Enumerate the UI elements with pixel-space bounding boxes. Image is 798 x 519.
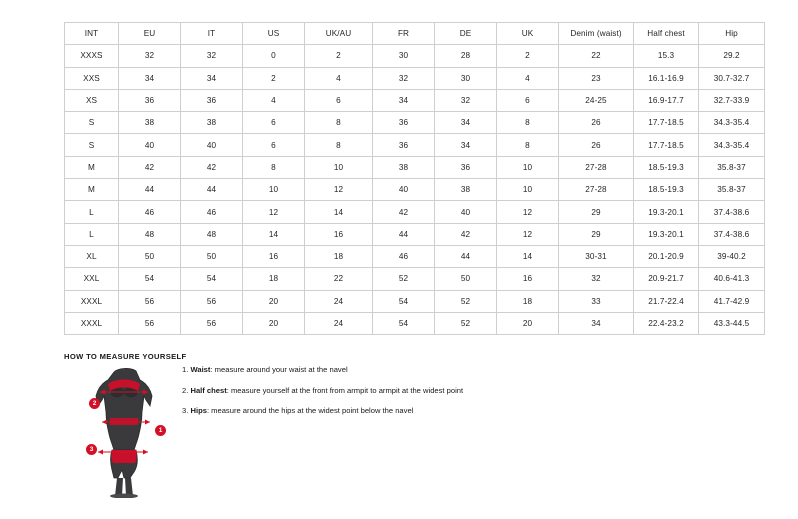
column-header: IT [181, 23, 243, 45]
cell: 18 [243, 268, 305, 290]
cell: 18 [497, 290, 559, 312]
cell: 43.3-44.5 [699, 312, 765, 334]
cell: 39-40.2 [699, 245, 765, 267]
cell: 24 [305, 290, 373, 312]
item-term: Half chest [190, 385, 227, 395]
item-term: Waist [190, 365, 211, 374]
cell: 0 [243, 45, 305, 67]
cell: 38 [373, 156, 435, 178]
list-item [182, 366, 602, 374]
cell: 20 [243, 290, 305, 312]
cell: 56 [119, 290, 181, 312]
cell: 42 [181, 156, 243, 178]
cell: 32 [181, 45, 243, 67]
cell: 32 [559, 268, 634, 290]
cell: 20.1-20.9 [634, 245, 699, 267]
cell: S [65, 112, 119, 134]
cell: 23 [559, 67, 634, 89]
cell: 12 [305, 179, 373, 201]
cell: 54 [119, 268, 181, 290]
cell: 34 [435, 112, 497, 134]
cell: 16 [305, 223, 373, 245]
cell: 4 [305, 67, 373, 89]
cell: 30 [435, 67, 497, 89]
size-chart-container [64, 22, 750, 335]
cell: 40 [435, 201, 497, 223]
column-header: DE [435, 23, 497, 45]
cell: 22.4-23.2 [634, 312, 699, 334]
column-header: INT [65, 23, 119, 45]
cell: 33 [559, 290, 634, 312]
column-header: Hip [699, 23, 765, 45]
cell: 54 [373, 290, 435, 312]
cell: 52 [373, 268, 435, 290]
cell: 15.3 [634, 45, 699, 67]
cell: 4 [243, 89, 305, 111]
callout-badge-3: 3 [86, 444, 97, 455]
item-text: : measure around your waist at the navel [210, 365, 348, 374]
cell: 36 [373, 134, 435, 156]
cell: 52 [435, 290, 497, 312]
cell: XXXL [65, 290, 119, 312]
column-header: Denim (waist) [559, 23, 634, 45]
cell: M [65, 179, 119, 201]
cell: 8 [305, 134, 373, 156]
cell: 35.8-37 [699, 156, 765, 178]
cell: 38 [181, 112, 243, 134]
cell: 35.8-37 [699, 179, 765, 201]
cell: 12 [243, 201, 305, 223]
cell: 34 [119, 67, 181, 89]
item-text: : measure yourself at the front from armpit to armpit at the widest point [226, 385, 464, 395]
cell: 32 [119, 45, 181, 67]
cell: 48 [181, 223, 243, 245]
cell: 21.7-22.4 [634, 290, 699, 312]
table-header-row [65, 23, 765, 45]
table-row [65, 201, 765, 223]
cell: 42 [435, 223, 497, 245]
cell: 6 [497, 89, 559, 111]
cell: 18 [305, 245, 373, 267]
cell: 24-25 [559, 89, 634, 111]
cell: 40 [119, 134, 181, 156]
cell: 37.4-38.6 [699, 223, 765, 245]
cell: 36 [181, 89, 243, 111]
cell: XL [65, 245, 119, 267]
cell: 28 [435, 45, 497, 67]
table-row [65, 156, 765, 178]
cell: 18.5-19.3 [634, 179, 699, 201]
cell: 29 [559, 201, 634, 223]
cell: 42 [373, 201, 435, 223]
cell: 32 [373, 67, 435, 89]
cell: 54 [181, 268, 243, 290]
cell: 16.1-16.9 [634, 67, 699, 89]
item-text: : measure around the hips at the widest point below the navel [206, 406, 414, 416]
cell: 54 [373, 312, 435, 334]
column-header: UK/AU [305, 23, 373, 45]
cell: 44 [435, 245, 497, 267]
cell: 32 [435, 89, 497, 111]
cell: 27-28 [559, 156, 634, 178]
cell: 44 [119, 179, 181, 201]
cell: 16 [243, 245, 305, 267]
how-to-measure-title: HOW TO MEASURE YOURSELF [64, 352, 187, 361]
table-row [65, 290, 765, 312]
cell: 20.9-21.7 [634, 268, 699, 290]
cell: 48 [119, 223, 181, 245]
cell: 46 [181, 201, 243, 223]
item-number: 2. [182, 385, 189, 395]
cell: 6 [243, 112, 305, 134]
cell: 12 [497, 201, 559, 223]
cell: 34 [373, 89, 435, 111]
cell: 32.7-33.9 [699, 89, 765, 111]
cell: 50 [119, 245, 181, 267]
table-row [65, 223, 765, 245]
cell: 38 [119, 112, 181, 134]
cell: 10 [497, 156, 559, 178]
cell: 34 [559, 312, 634, 334]
cell: 16.9-17.7 [634, 89, 699, 111]
cell: 34 [435, 134, 497, 156]
table-row [65, 245, 765, 267]
table-row [65, 89, 765, 111]
cell: 10 [305, 156, 373, 178]
cell: 46 [373, 245, 435, 267]
cell: 20 [497, 312, 559, 334]
list-item [182, 407, 602, 415]
column-header: FR [373, 23, 435, 45]
cell: 40 [181, 134, 243, 156]
cell: 14 [497, 245, 559, 267]
table-row [65, 134, 765, 156]
cell: 34 [181, 67, 243, 89]
cell: 37.4-38.6 [699, 201, 765, 223]
cell: L [65, 201, 119, 223]
cell: 20 [243, 312, 305, 334]
table-row [65, 112, 765, 134]
cell: 44 [373, 223, 435, 245]
cell: 41.7-42.9 [699, 290, 765, 312]
column-header: EU [119, 23, 181, 45]
cell: XXL [65, 268, 119, 290]
cell: 56 [119, 312, 181, 334]
table-row [65, 45, 765, 67]
cell: 36 [119, 89, 181, 111]
cell: 14 [243, 223, 305, 245]
table-row [65, 67, 765, 89]
table-row [65, 268, 765, 290]
item-term: Hips [190, 406, 207, 416]
cell: 30-31 [559, 245, 634, 267]
cell: 24 [305, 312, 373, 334]
cell: 26 [559, 112, 634, 134]
cell: 44 [181, 179, 243, 201]
callout-badge-1: 1 [155, 425, 166, 436]
cell: 42 [119, 156, 181, 178]
cell: 40.6-41.3 [699, 268, 765, 290]
cell: 34.3-35.4 [699, 134, 765, 156]
cell: 56 [181, 290, 243, 312]
how-to-measure-list [182, 366, 602, 428]
cell: 40 [373, 179, 435, 201]
cell: XXXL [65, 312, 119, 334]
callout-badge-2: 2 [89, 398, 100, 409]
cell: 8 [497, 134, 559, 156]
cell: 50 [181, 245, 243, 267]
cell: 36 [373, 112, 435, 134]
size-chart-table [64, 22, 765, 335]
cell: 30 [373, 45, 435, 67]
cell: 29 [559, 223, 634, 245]
cell: 10 [243, 179, 305, 201]
cell: 50 [435, 268, 497, 290]
cell: 17.7-18.5 [634, 134, 699, 156]
cell: 22 [559, 45, 634, 67]
cell: 19.3-20.1 [634, 223, 699, 245]
cell: 2 [497, 45, 559, 67]
cell: 56 [181, 312, 243, 334]
cell: 17.7-18.5 [634, 112, 699, 134]
cell: 18.5-19.3 [634, 156, 699, 178]
cell: 4 [497, 67, 559, 89]
cell: 22 [305, 268, 373, 290]
list-item [182, 387, 602, 395]
cell: 8 [497, 112, 559, 134]
cell: 8 [305, 112, 373, 134]
cell: 36 [435, 156, 497, 178]
column-header: Half chest [634, 23, 699, 45]
column-header: US [243, 23, 305, 45]
cell: 38 [435, 179, 497, 201]
cell: XXXS [65, 45, 119, 67]
cell: 14 [305, 201, 373, 223]
item-number: 3. [182, 406, 189, 416]
cell: 16 [497, 268, 559, 290]
table-row [65, 312, 765, 334]
cell: 52 [435, 312, 497, 334]
cell: 30.7-32.7 [699, 67, 765, 89]
cell: S [65, 134, 119, 156]
cell: 27-28 [559, 179, 634, 201]
item-number: 1. [182, 365, 189, 374]
cell: 19.3-20.1 [634, 201, 699, 223]
cell: 2 [305, 45, 373, 67]
cell: 8 [243, 156, 305, 178]
cell: 29.2 [699, 45, 765, 67]
cell: XXS [65, 67, 119, 89]
cell: 6 [305, 89, 373, 111]
table-row [65, 179, 765, 201]
cell: 34.3-35.4 [699, 112, 765, 134]
cell: M [65, 156, 119, 178]
cell: 6 [243, 134, 305, 156]
cell: XS [65, 89, 119, 111]
cell: 2 [243, 67, 305, 89]
cell: 10 [497, 179, 559, 201]
column-header: UK [497, 23, 559, 45]
cell: L [65, 223, 119, 245]
cell: 12 [497, 223, 559, 245]
cell: 26 [559, 134, 634, 156]
cell: 46 [119, 201, 181, 223]
